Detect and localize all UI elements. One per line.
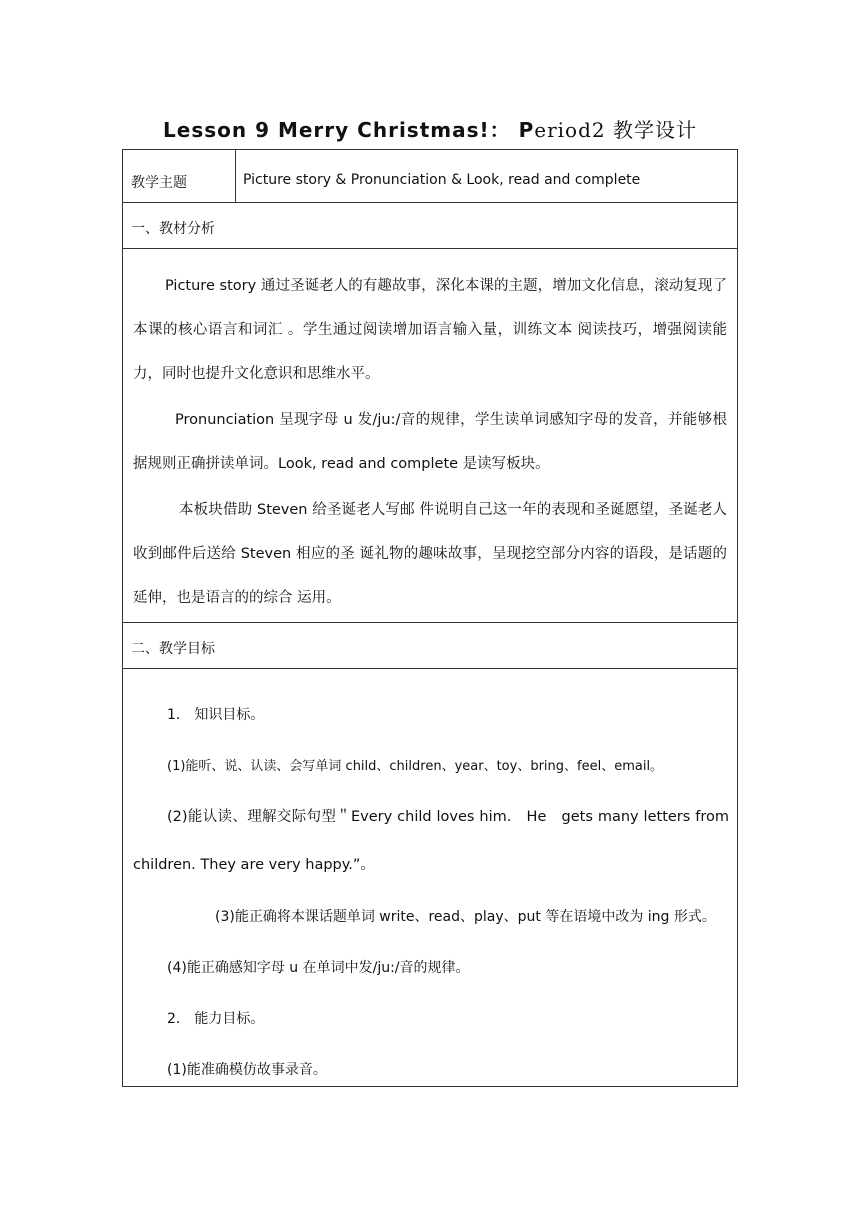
objective-item: (3)能正确将本课话题单词 write、read、play、put 等在语境中改为 ing 形式。 [215, 909, 716, 925]
objective-item: (2)能认读、理解交际句型＂Every child loves him. He gets many letters from children. They are very happy.”。 [133, 809, 729, 873]
analysis-paragraph: Pronunciation 呈现字母 u 发/ju:/音的规律，学生读单词感知字母的发音，并能够根据规则正确拼读单词。Look, read and complete 是读写板块。 [133, 412, 727, 472]
topic-value: Picture story & Pronunciation & Look, read and complete [243, 172, 641, 188]
row-divider [123, 202, 737, 203]
objective-item: 1. 知识目标。 [167, 707, 265, 723]
topic-label: 教学主题 [131, 175, 187, 191]
section-heading-objectives: 二、教学目标 [131, 641, 215, 657]
analysis-paragraph: 本板块借助 Steven 给圣诞老人写邮 件说明自己这一年的表现和圣诞愿望，圣诞老人收到邮件后送给 Steven 相应的圣 诞礼物的趣味故事，呈现挖空部分内容的语段，是话题的延伸，也是语言的的综合 运用。 [133, 502, 727, 606]
lesson-plan-table [122, 149, 738, 1087]
row-divider [123, 248, 737, 249]
row-divider [123, 668, 737, 669]
row-divider [123, 622, 737, 623]
objective-item: (1)能准确模仿故事录音。 [167, 1062, 327, 1078]
objective-item: (4)能正确感知字母 u 在单词中发/ju:/音的规律。 [167, 960, 470, 976]
objective-item: 2. 能力目标。 [167, 1011, 265, 1027]
document-title: Lesson 9 Merry Christmas!： Period2 教学设计 [163, 118, 697, 142]
section-heading-analysis: 一、教材分析 [131, 221, 215, 237]
objective-item: (1)能听、说、认读、会写单词 child、children、year、toy、bring、feel、email。 [167, 759, 664, 774]
analysis-paragraph: Picture story 通过圣诞老人的有趣故事，深化本课的主题，增加文化信息，滚动复现了本课的核心语言和词汇 。学生通过阅读增加语言输入量，训练文本 阅读技巧，增强阅读能力，同时也提升文化意识和思维水平。 [133, 278, 727, 382]
column-divider [235, 150, 236, 202]
